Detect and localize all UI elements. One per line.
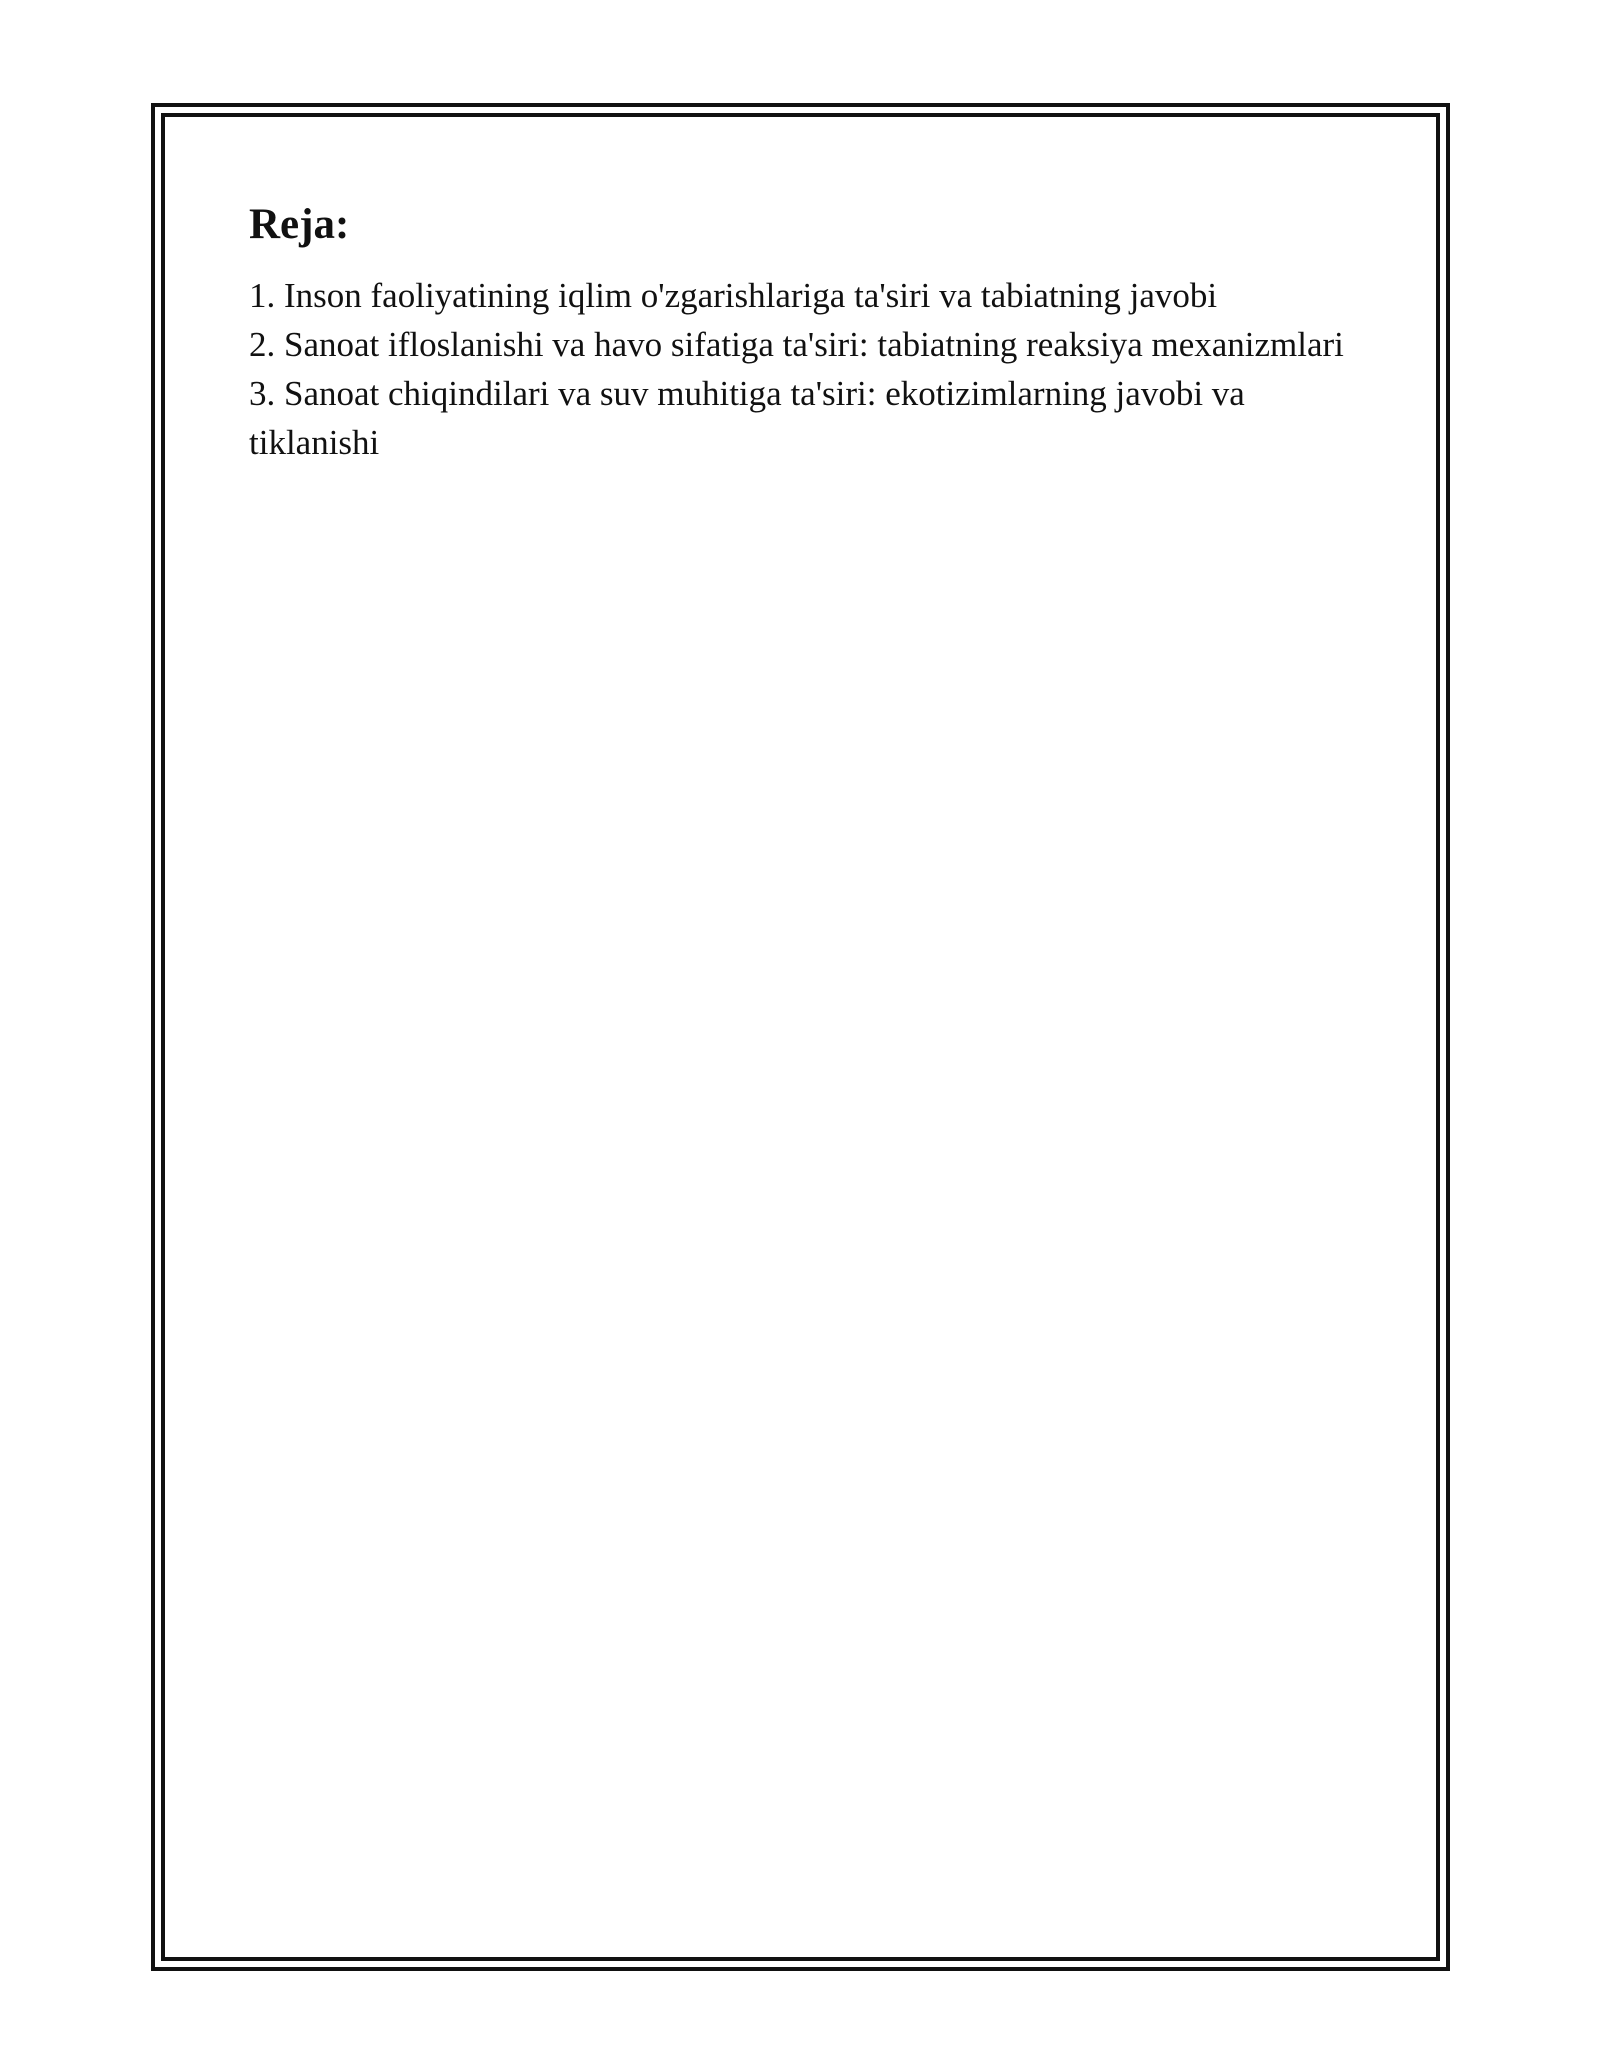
- plan-list: [249, 271, 1349, 467]
- page-frame-outer: [151, 103, 1450, 1971]
- page-content: [249, 197, 1349, 467]
- plan-item-1: 1. Inson faoliyatining iqlim o'zgarishlariga ta'siri va tabiatning javobi: [249, 276, 1218, 315]
- plan-item-3: 3. Sanoat chiqindilari va suv muhitiga ta'siri: ekotizimlarning javobi va tiklanishi: [249, 374, 1245, 462]
- plan-item-2: 2. Sanoat ifloslanishi va havo sifatiga ta'siri: tabiatning reaksiya mexanizmlari: [249, 325, 1344, 364]
- page-frame-inner: [161, 113, 1440, 1961]
- plan-heading: Reja:: [249, 201, 350, 248]
